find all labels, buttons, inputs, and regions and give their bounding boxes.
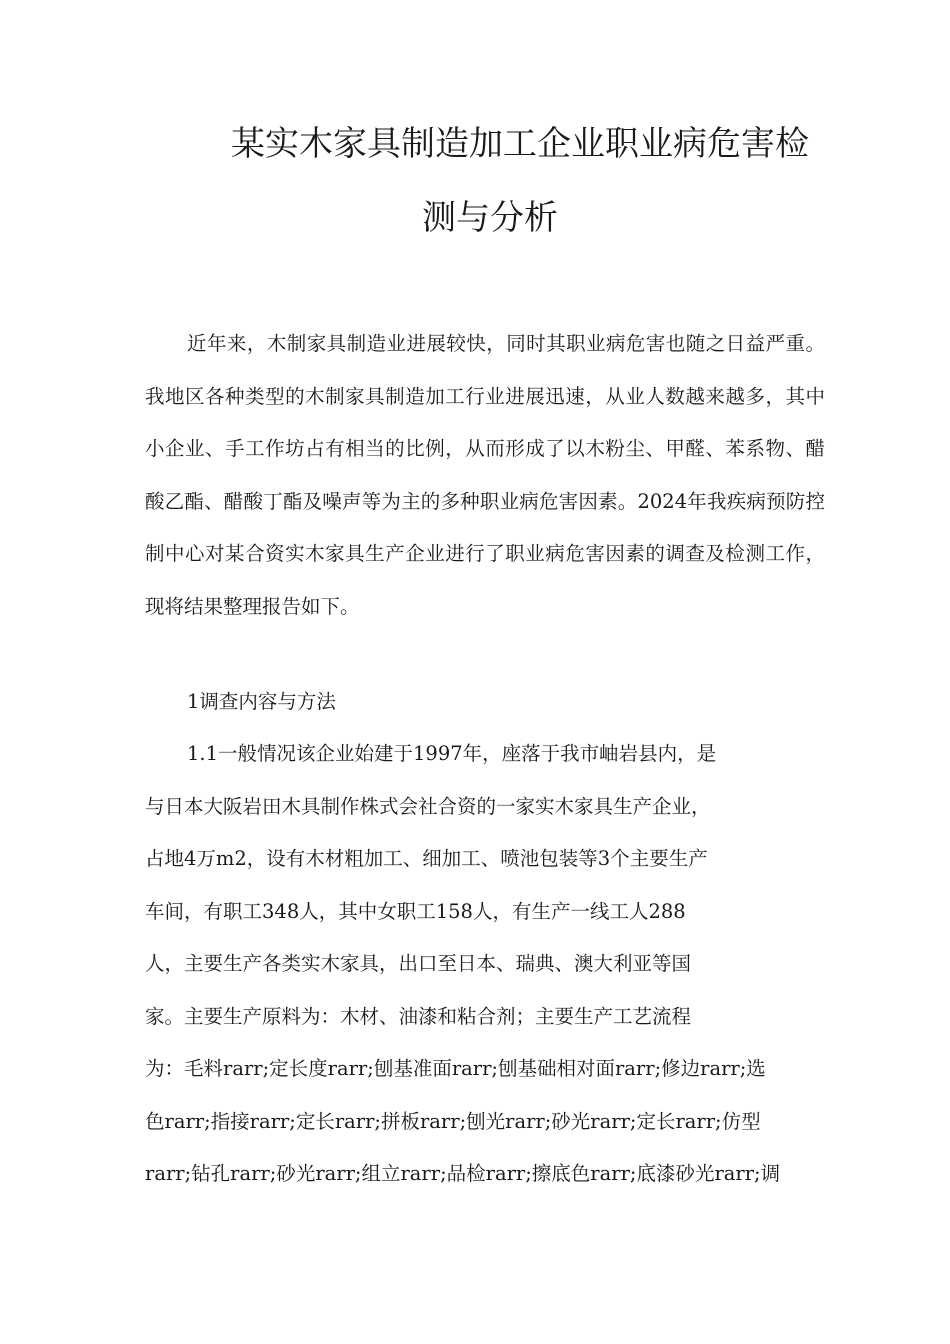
intro-paragraph: 近年来，木制家具制造业进展较快，同时其职业病危害也随之日益严重。我地区各种类型的木制家具制造加工行业进展迅速，从业人数越来越多，其中小企业、手工作坊占有相当的比例，从而形成了以木粉尘、甲醛、苯系物、醋酸乙酯、醋酸丁酯及噪声等为主的多种职业病危害因素。2024年我疾病预防控制中心对某合资实木家具生产企业进行了职业病危害因素的调查及检测工作，现将结果整理报告如下。 [145,332,825,618]
section-body-line: 家。主要生产原料为：木材、油漆和粘合剂；主要生产工艺流程 [145,1004,692,1028]
section-body [145,728,825,1201]
section-body-line: 1.1一般情况该企业始建于1997年，座落于我市岫岩县内，是 [187,742,717,765]
section-body-line: 与日本大阪岩田木具制作株式会社合资的一家实木家具生产企业， [145,794,711,818]
section-body-line: 占地4万m2，设有木材粗加工、细加工、喷池包装等3个主要生产 [145,847,708,870]
document-title-line-1: 某实木家具制造加工企业职业病危害检 [231,124,809,164]
section-body-line: 色rarr;指接rarr;定长rarr;拼板rarr;刨光rarr;砂光rarr;定长rarr;仿型 [145,1109,761,1133]
section-heading: 1调查内容与方法 [187,690,336,713]
document-title-line-2: 测与分析 [422,198,558,238]
section-body-line: rarr;钻孔rarr;砂光rarr;组立rarr;品检rarr;擦底色rarr;底漆砂光rarr;调 [145,1162,781,1185]
section-body-line: 人，主要生产各类实木家具，出口至日本、瑞典、澳大利亚等国 [145,952,692,975]
section-body-line: 为：毛料rarr;定长度rarr;刨基准面rarr;刨基础相对面rarr;修边rarr;选 [145,1057,766,1080]
section-body-line: 车间，有职工348人，其中女职工158人，有生产一线工人288 [145,899,686,923]
